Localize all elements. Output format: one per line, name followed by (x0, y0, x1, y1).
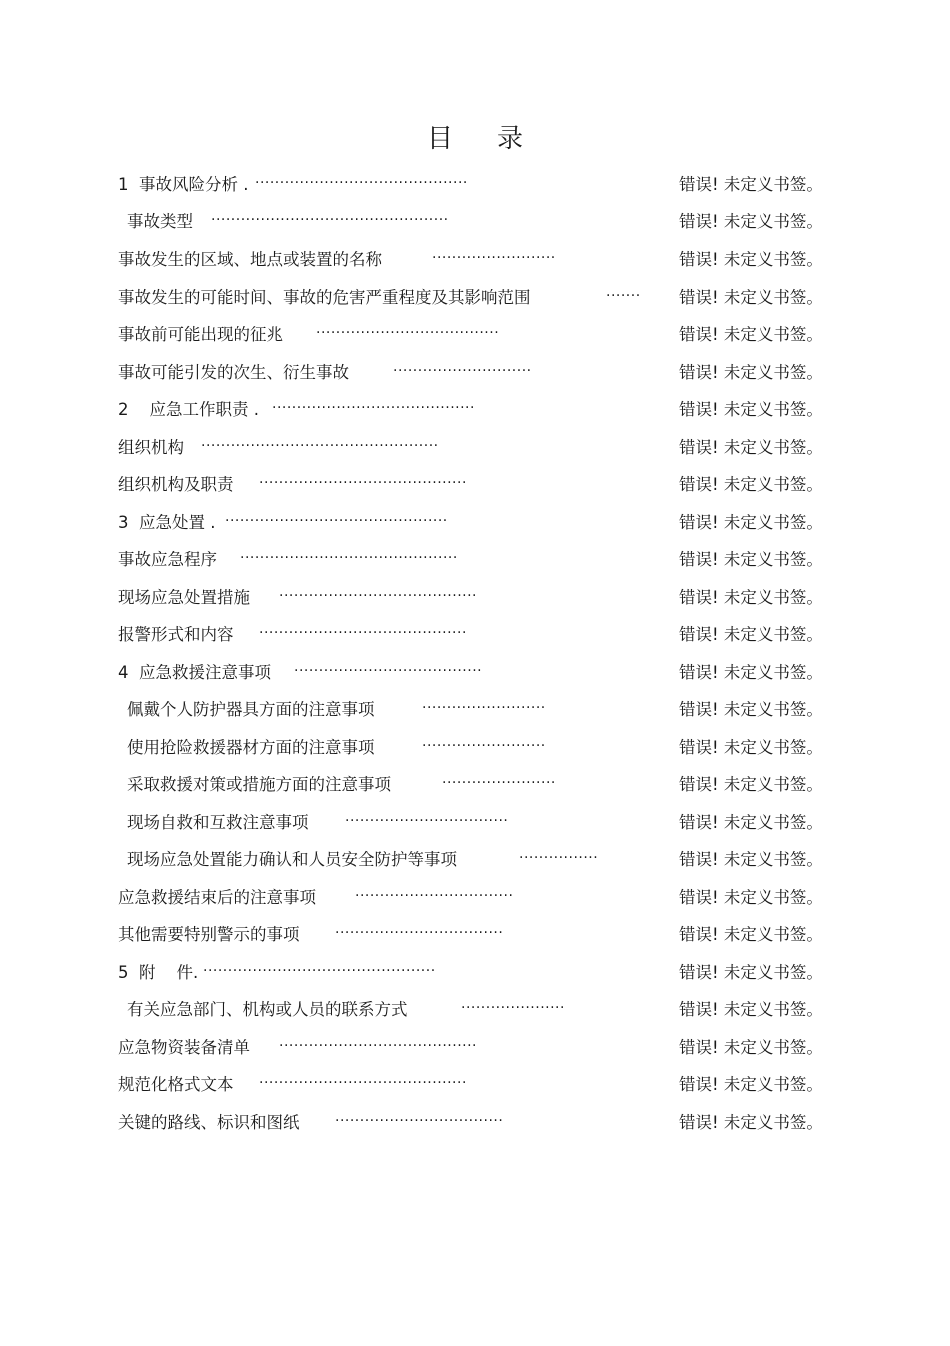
toc-dot-leader: ................ (519, 846, 599, 862)
toc-entry-title: 事故应急程序 (118, 550, 217, 569)
toc-entry-title: 报警形式和内容 (118, 625, 234, 644)
toc-entry-title: 事故发生的可能时间、事故的危害严重程度及其影响范围 (118, 288, 531, 307)
toc-entry[interactable] (0, 199, 950, 236)
toc-dot-leader: ......................... (422, 734, 546, 750)
toc-entry[interactable] (0, 912, 950, 949)
toc-page-reference: 错误! 未定义书签。 (679, 475, 823, 494)
toc-page-reference: 错误! 未定义书签。 (679, 550, 823, 569)
toc-page-reference: 错误! 未定义书签。 (679, 738, 823, 757)
toc-dot-leader: ................................................ (201, 434, 439, 450)
toc-dot-leader: ..................................... (316, 321, 500, 337)
toc-page-reference: 错误! 未定义书签。 (679, 775, 823, 794)
toc-dot-leader: .......................................... (259, 471, 467, 487)
toc-entry-title: 其他需要特别警示的事项 (118, 925, 300, 944)
toc-page-reference: 错误! 未定义书签。 (679, 212, 823, 231)
toc-entry[interactable] (0, 350, 950, 387)
toc-entry-title: 组织机构及职责 (118, 475, 234, 494)
toc-dot-leader: ............................................... (203, 959, 436, 975)
toc-entry-title: 现场应急处置能力确认和人员安全防护等事项 (127, 850, 457, 869)
toc-page-reference: 错误! 未定义书签。 (679, 325, 823, 344)
toc-entry-title: 佩戴个人防护器具方面的注意事项 (127, 700, 375, 719)
toc-page-reference: 错误! 未定义书签。 (679, 888, 823, 907)
toc-entry-title: 采取救援对策或措施方面的注意事项 (127, 775, 391, 794)
toc-dot-leader: .................................. (335, 921, 504, 937)
toc-page-reference: 错误! 未定义书签。 (679, 400, 823, 419)
toc-page-reference: 错误! 未定义书签。 (679, 438, 823, 457)
toc-entry-title: 5 附 件. (118, 963, 199, 982)
toc-dot-leader: .......................................... (259, 1071, 467, 1087)
toc-entry-title: 2 应急工作职责 . (118, 400, 259, 419)
toc-dot-leader: ...................................... (294, 659, 483, 675)
toc-entry-title: 应急物资装备清单 (118, 1038, 250, 1057)
toc-entry-title: 现场自救和互救注意事项 (127, 813, 309, 832)
toc-entry[interactable] (0, 425, 950, 462)
toc-dot-leader: ................................. (345, 809, 509, 825)
toc-page-reference: 错误! 未定义书签。 (679, 1000, 823, 1019)
toc-entry-title: 事故类型 (127, 212, 193, 231)
toc-dot-leader: ......................... (432, 246, 556, 262)
toc-page-reference: 错误! 未定义书签。 (679, 963, 823, 982)
toc-entry[interactable] (0, 1025, 950, 1062)
toc-page-reference: 错误! 未定义书签。 (679, 288, 823, 307)
toc-page-reference: 错误! 未定义书签。 (679, 175, 823, 194)
toc-page-reference: 错误! 未定义书签。 (679, 850, 823, 869)
toc-entry-title: 规范化格式文本 (118, 1075, 234, 1094)
toc-page-reference: 错误! 未定义书签。 (679, 513, 823, 532)
toc-dot-leader: ....... (606, 284, 641, 300)
toc-entry-title: 事故可能引发的次生、衍生事故 (118, 363, 349, 382)
toc-entry-title: 现场应急处置措施 (118, 588, 250, 607)
toc-entry-title: 4 应急救援注意事项 (118, 663, 271, 682)
toc-dot-leader: ................................ (355, 884, 514, 900)
toc-dot-leader: ........................................ (279, 1034, 478, 1050)
toc-page-reference: 错误! 未定义书签。 (679, 663, 823, 682)
toc-page-reference: 错误! 未定义书签。 (679, 700, 823, 719)
toc-dot-leader: ........................................ (279, 584, 478, 600)
toc-dot-leader: ..................... (461, 996, 565, 1012)
toc-dot-leader: ................................................ (211, 208, 449, 224)
toc-dot-leader: ........................................... (255, 171, 468, 187)
toc-entry[interactable] (0, 237, 950, 274)
toc-entry[interactable] (0, 1100, 950, 1137)
toc-entry-title: 事故前可能出现的征兆 (118, 325, 283, 344)
page-title: 目录 (426, 124, 567, 154)
toc-entry[interactable] (0, 162, 950, 199)
toc-entry[interactable] (0, 650, 950, 687)
toc-entry-title: 1 事故风险分析 . (118, 175, 249, 194)
toc-page-reference: 错误! 未定义书签。 (679, 363, 823, 382)
toc-page-reference: 错误! 未定义书签。 (679, 1038, 823, 1057)
toc-entry[interactable] (0, 875, 950, 912)
toc-entry[interactable] (0, 462, 950, 499)
toc-entry[interactable] (0, 1062, 950, 1099)
toc-entry[interactable] (0, 575, 950, 612)
toc-entry-title: 应急救援结束后的注意事项 (118, 888, 316, 907)
toc-dot-leader: ....................... (442, 771, 556, 787)
toc-entry[interactable] (0, 687, 950, 724)
toc-dot-leader: .................................. (335, 1109, 504, 1125)
toc-entry-title: 有关应急部门、机构或人员的联系方式 (127, 1000, 408, 1019)
toc-dot-leader: ......................... (422, 696, 546, 712)
toc-entry[interactable] (0, 612, 950, 649)
toc-entry[interactable] (0, 950, 950, 987)
toc-page-reference: 错误! 未定义书签。 (679, 1075, 823, 1094)
toc-page-reference: 错误! 未定义书签。 (679, 813, 823, 832)
toc-entry-title: 组织机构 (118, 438, 184, 457)
toc-page-reference: 错误! 未定义书签。 (679, 250, 823, 269)
toc-dot-leader: ......................................... (272, 396, 475, 412)
toc-entry-title: 关键的路线、标识和图纸 (118, 1113, 300, 1132)
toc-dot-leader: .......................................... (259, 621, 467, 637)
toc-page-reference: 错误! 未定义书签。 (679, 588, 823, 607)
toc-entry[interactable] (0, 762, 950, 799)
toc-dot-leader: ............................ (393, 359, 532, 375)
toc-entry-title: 使用抢险救援器材方面的注意事项 (127, 738, 375, 757)
toc-entry[interactable] (0, 725, 950, 762)
toc-entry[interactable] (0, 387, 950, 424)
toc-entry[interactable] (0, 275, 950, 312)
toc-dot-leader: ............................................ (240, 546, 458, 562)
toc-dot-leader: ............................................. (225, 509, 448, 525)
toc-page-reference: 错误! 未定义书签。 (679, 1113, 823, 1132)
toc-entry[interactable] (0, 537, 950, 574)
toc-entry[interactable] (0, 312, 950, 349)
toc-entry[interactable] (0, 500, 950, 537)
toc-entry[interactable] (0, 837, 950, 874)
toc-entry-title: 3 应急处置 . (118, 513, 216, 532)
toc-entry[interactable] (0, 987, 950, 1024)
toc-page-reference: 错误! 未定义书签。 (679, 625, 823, 644)
toc-entry[interactable] (0, 800, 950, 837)
toc-entry-title: 事故发生的区域、地点或装置的名称 (118, 250, 382, 269)
toc-page-reference: 错误! 未定义书签。 (679, 925, 823, 944)
